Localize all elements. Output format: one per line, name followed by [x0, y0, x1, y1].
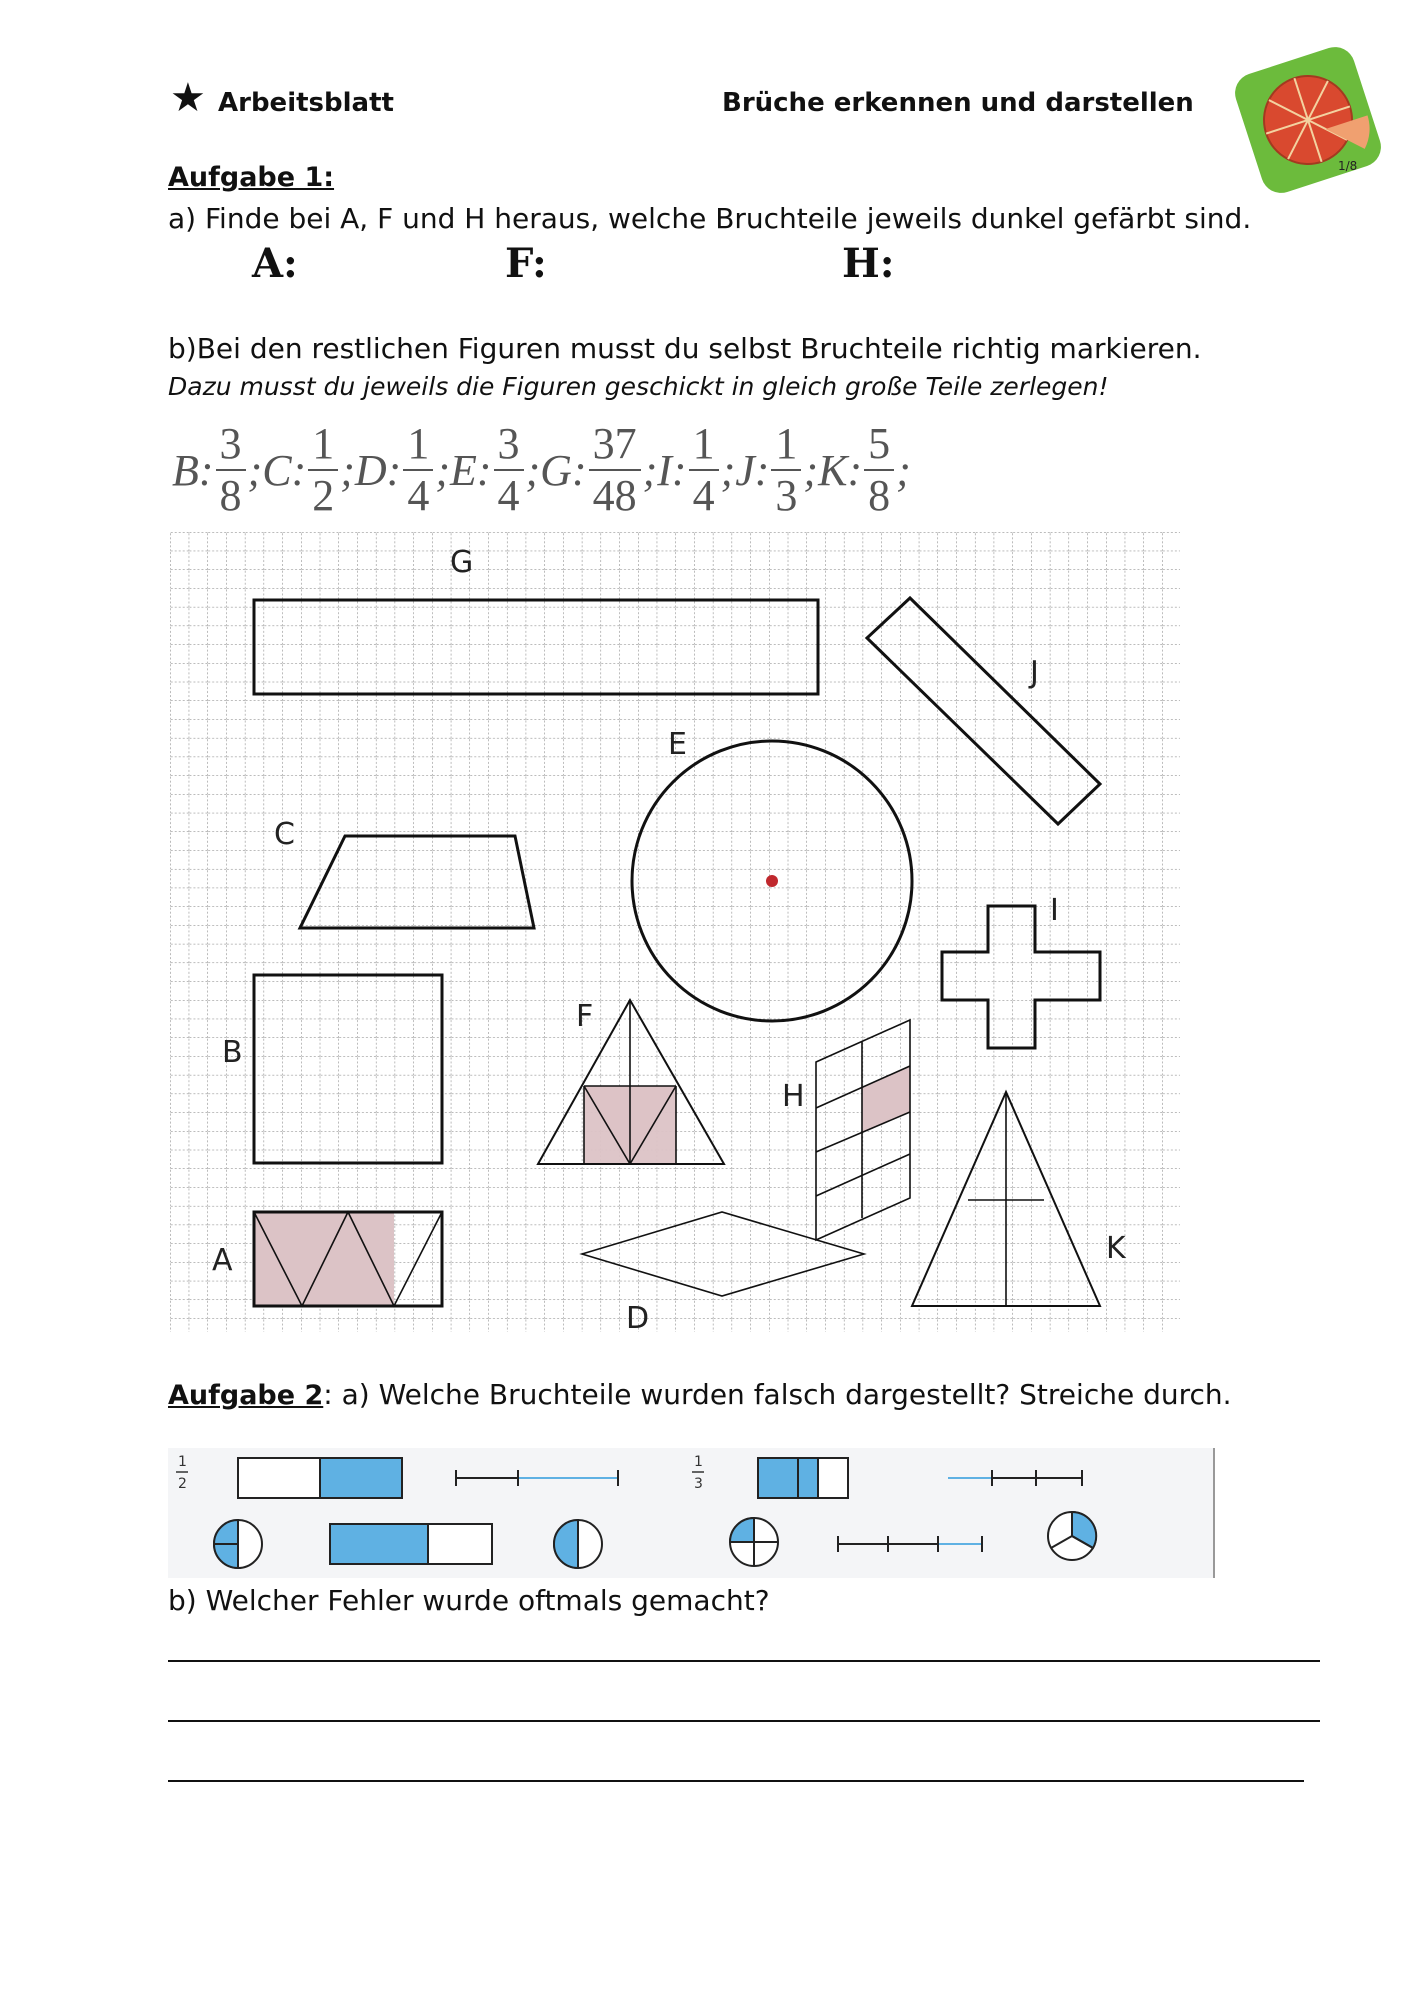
label-i: I: [1050, 893, 1059, 928]
task1-b-hint: Dazu musst du jeweils die Figuren geschickt in gleich große Teile zerlegen!: [168, 372, 1109, 401]
circle-center-dot: [766, 875, 778, 887]
fraction-item-b: B : $\frac{3}{8}$ ;: [172, 419, 263, 520]
logo-fraction-label: 1/8: [1338, 159, 1358, 173]
label-k: K: [1106, 1231, 1126, 1266]
fraction-item-j: J : $\frac{1}{3}$ ;: [735, 419, 819, 520]
label-g: G: [450, 545, 474, 580]
fraction-logo-icon: [1228, 40, 1388, 200]
header-left: Arbeitsblatt: [218, 88, 394, 118]
third-den: 3: [694, 1476, 703, 1492]
fraction-representations: [168, 1448, 1228, 1578]
task1-a-text: a) Finde bei A, F und H heraus, welche Bruchteile jeweils dunkel gefärbt sind.: [168, 202, 1252, 235]
label-e: E: [668, 727, 687, 762]
answer-label-a: A:: [252, 240, 298, 287]
label-h: H: [782, 1079, 805, 1114]
task2-a-text: : a) Welche Bruchteile wurden falsch dargestellt? Streiche durch.: [323, 1378, 1232, 1411]
fraction-item-g: G : $\frac{37}{48}$ ;: [540, 419, 658, 520]
task1-title: Aufgabe 1:: [168, 162, 335, 193]
label-c: C: [274, 817, 295, 852]
star-icon: ★: [170, 75, 206, 121]
fraction-item-e: E : $\frac{3}{4}$ ;: [449, 419, 541, 520]
header-title: Brüche erkennen und darstellen: [722, 88, 1194, 118]
half-num: 1: [178, 1454, 187, 1470]
task2-b-text: b) Welcher Fehler wurde oftmals gemacht?: [168, 1584, 770, 1617]
answer-line-3[interactable]: [168, 1780, 1304, 1782]
task1-b-text: b)Bei den restlichen Figuren musst du selbst Bruchteile richtig markieren.: [168, 332, 1202, 365]
label-j: J: [1030, 655, 1039, 690]
third-num: 1: [694, 1454, 703, 1470]
figure-g: [254, 600, 818, 694]
answer-label-f: F:: [505, 240, 547, 287]
figure-grid: [170, 532, 1180, 1332]
answer-label-h: H:: [842, 240, 895, 287]
fraction-item-i: I : $\frac{1}{4}$ ;: [657, 419, 736, 520]
half-den: 2: [178, 1476, 187, 1492]
task2-title: Aufgabe 2: [168, 1380, 324, 1411]
label-b: B: [222, 1035, 243, 1070]
task2-heading: [168, 1378, 1232, 1411]
label-f: F: [576, 999, 594, 1034]
fraction-item-d: D : $\frac{1}{4}$ ;: [354, 419, 450, 520]
answer-line-1[interactable]: [168, 1660, 1320, 1662]
label-a: A: [212, 1243, 233, 1278]
fraction-item-c: C : $\frac{1}{2}$ ;: [262, 419, 355, 520]
fraction-item-k: K : $\frac{5}{8}$ ;: [818, 419, 911, 520]
fraction-list: [172, 419, 911, 520]
label-d: D: [626, 1301, 650, 1332]
answer-line-2[interactable]: [168, 1720, 1320, 1722]
